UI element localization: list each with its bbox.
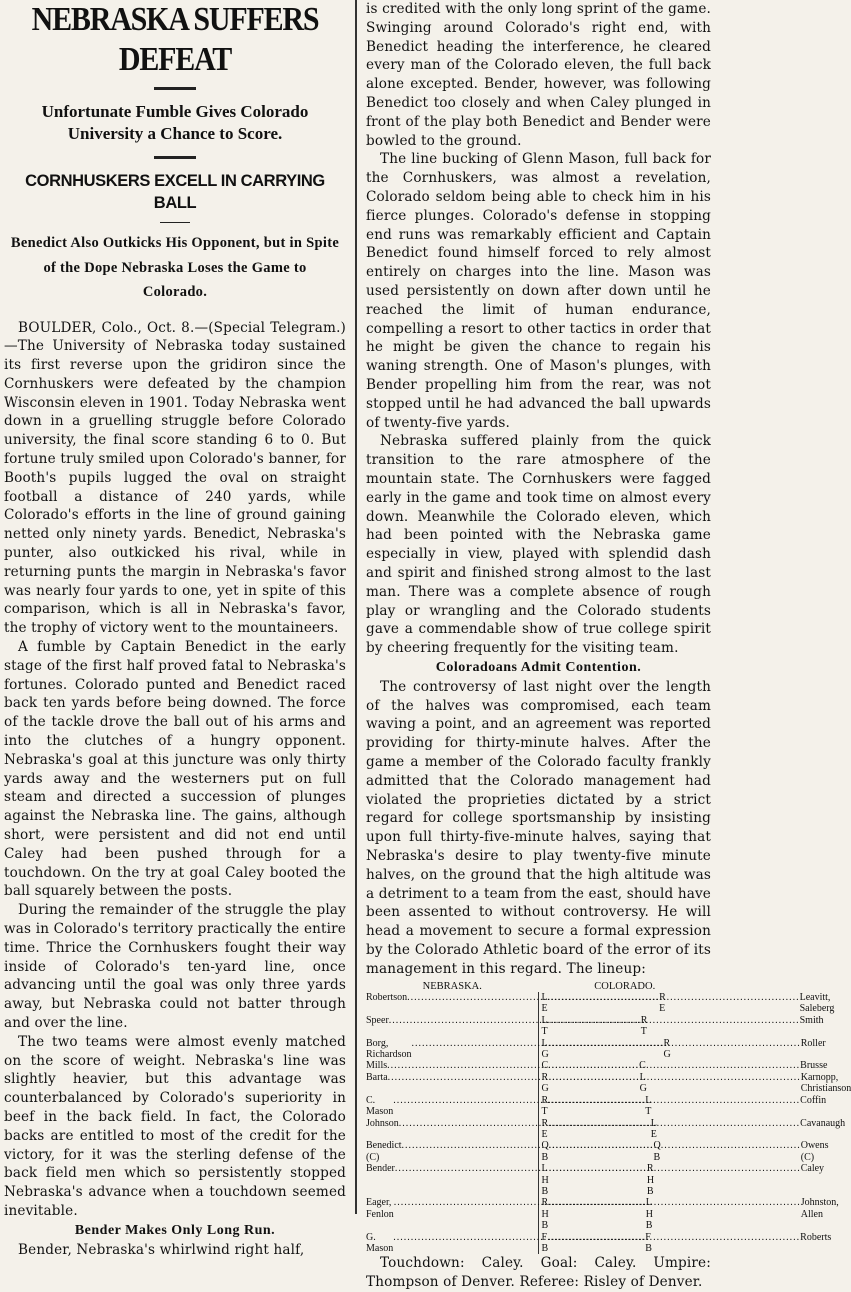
colorado-player: Johnston, Allen: [800, 1197, 839, 1220]
colorado-position: R T: [541, 1094, 549, 1118]
leader-dots: [548, 1118, 800, 1141]
paragraph: During the remainder of the struggle the play was in Colorado's territory practically the entire time. Thrice the Cornhuskers fought their way inside of Colorado's ten-yard line, once advancing until the goal was only three yards away, but Nebraska could not batter through and over the line.: [4, 902, 346, 1031]
nebraska-position: F B: [645, 1231, 652, 1254]
left-column: [0, 0, 352, 1258]
colorado-position: R H B: [541, 1197, 549, 1232]
nebraska-cell: [366, 1231, 652, 1255]
colorado-position: L H B: [541, 1163, 549, 1197]
lineup-row: [366, 1163, 825, 1197]
leader-dots: [548, 1060, 800, 1071]
lineup-row: [366, 992, 835, 1015]
colorado-player: Karnopp, Christianson: [800, 1071, 851, 1095]
colorado-position: F B: [541, 1231, 549, 1254]
leader-dots: [548, 1015, 800, 1038]
colorado-cell: [539, 992, 835, 1015]
right-column: [360, 0, 851, 1291]
leader-dots: [548, 992, 800, 1015]
paragraph: Nebraska suffered plainly from the quick transition to the rare atmosphere of the mountain state. The Cornhuskers were fagged early in the game and took time on almost every down. Meanwhile the Colorado eleven, which had been pointed with the Nebraska game especially in view, played with splendid dash and spirit and finished strong almost to the last man. There was a complete absence of rough play or wrangling and the Colorado students gave a commendable show of true college spirit by cheering frequently for the visiting team.: [366, 433, 711, 657]
leader-dots: [549, 1038, 801, 1061]
colorado-cell: [539, 1060, 828, 1072]
nebraska-position: R E: [659, 992, 666, 1015]
lineup-row: [366, 1037, 826, 1061]
nebraska-cell: [366, 1060, 646, 1072]
left-body: [4, 319, 346, 1260]
nebraska-position: L E: [650, 1117, 657, 1140]
column-rule: [355, 0, 357, 1214]
nebraska-player: Robertson: [366, 992, 408, 1004]
summary: Touchdown: Caley. Goal: Caley. Umpire: Thompson of Denver. Referee: Risley of Denver.: [366, 1255, 711, 1291]
leader-dots: [548, 1095, 800, 1118]
lineup-header: [366, 981, 711, 992]
colorado-position: L T: [541, 1014, 548, 1038]
deck-3: Benedict Also Outkicks His Opponent, but in Spite of the Dope Nebraska Loses the Game to Colorado.: [10, 235, 340, 300]
colorado-cell: [539, 1037, 826, 1061]
colorado-player: Leavitt, Saleberg: [799, 992, 835, 1015]
colorado-cell: [539, 1094, 827, 1118]
nebraska-position: R H B: [646, 1163, 655, 1197]
nebraska-player: C. Mason: [366, 1094, 394, 1118]
paragraph: is credited with the only long sprint of the game. Swinging around Colorado's right end, with Benedict heading the interference, he cleared every man of the Colorado eleven, the full back alone excepted. Bender, however, was following Benedict too closely and when Caley plunged in front of the play both Benedict and Bender were bowled to the ground.: [366, 1, 711, 149]
lineup-row: [366, 1071, 851, 1095]
nebraska-cell: [366, 1140, 661, 1163]
colorado-player: Cavanaugh: [800, 1117, 846, 1129]
colorado-cell: [539, 1014, 824, 1038]
nebraska-player: Johnson: [366, 1117, 399, 1129]
divider: [154, 87, 196, 90]
paragraph: BOULDER, Colo., Oct. 8.—(Special Telegram.)—The University of Nebraska today sustained its first reverse upon the gridiron since the Cornhuskers were defeated by the champion Wisconsin eleven in 1901. Today Nebraska went down in a gruelling struggle before Colorado university, the final score standing 6 to 0. But fortune truly smiled upon Colorado's banner, for Booth's pupils lugged the oval on straight football a distance of 240 yards, while Colorado's efforts in the line of ground gaining netted only ninety yards. Benedict, Nebraska's punter, also outkicked his rival, while in returning punts the margin in Nebraska's favor was nearly four yards to one, yet in spite of this comparison, which is all in Nebraska's favor, the trophy of victory went to the mountaineers.: [4, 319, 346, 637]
colorado-position: L E: [541, 992, 548, 1015]
lineup-rows: [366, 992, 851, 1254]
lineup-row: [366, 1231, 832, 1255]
leader-dots: [549, 1163, 801, 1197]
colorado-player: Caley: [800, 1163, 825, 1175]
colorado-player: Roller: [800, 1037, 826, 1049]
colorado-cell: [539, 1117, 846, 1141]
lineup-row: [366, 1014, 824, 1038]
lineup-table: [366, 980, 851, 1255]
nebraska-position: R T: [640, 1014, 648, 1038]
colorado-cell: [539, 1163, 825, 1197]
colorado-cell: [539, 1231, 832, 1255]
colorado-player: Smith: [799, 1014, 824, 1026]
deck-2: CORNHUSKERS EXCELL IN CARRYING BALL: [25, 172, 325, 212]
colorado-position: Q B: [541, 1140, 549, 1163]
colorado-player: Roberts: [800, 1231, 832, 1243]
colorado-player: Coffin: [800, 1094, 827, 1106]
nebraska-player: Barta: [366, 1071, 388, 1083]
nebraska-label: NEBRASKA.: [422, 980, 482, 992]
colorado-position: C: [541, 1060, 549, 1072]
paragraph: The line bucking of Glenn Mason, full back for the Cornhuskers, was almost a revelation, Colorado seldom being able to check him in his fierce plunges. Colorado's defense in stopping end runs was remarkably efficient and Captain Benedict found himself forced to rely almost entirely on charges into the line. Mason was used persistently on down after down until he reached the limit of human endurance, compelling a resort to other tactics in order that he might be given the chance to regain his waning strength. One of Mason's plunges, with Bender propelling him from the rear, was not stopped until he had advanced the ball upwards of twenty-five yards.: [366, 151, 711, 431]
divider: [154, 156, 196, 159]
leader-dots: [549, 1197, 801, 1231]
paragraph: The controversy of last night over the length of the halves was compromised, each team waving a point, and an agreement was reported providing for thirty-minute halves. After the game a member of the Colorado faculty frankly admitted that the Colorado management had violated the proprieties dictated by a strict regard for college sportsmanship by insisting upon full thirty-five-minute halves, saying that Nebraska's desire to play twenty-five minute halves, on the ground that the high altitude was a detriment to a team from the east, should have been assented to without controversy. He will head a movement to secure a formal expression by the Colorado Athletic board of the error of its management in this regard. The lineup:: [366, 678, 711, 977]
nebraska-player: Borg, Richardson: [366, 1037, 412, 1061]
subhead: Coloradoans Admit Contention.: [435, 659, 642, 675]
paragraph: Bender, Nebraska's whirlwind right half,: [18, 1241, 305, 1258]
nebraska-player: Speer: [366, 1014, 389, 1026]
subhead: Bender Makes Only Long Run.: [74, 1222, 276, 1238]
paragraph: A fumble by Captain Benedict in the early stage of the first half proved fatal to Nebraska's fortunes. Colorado punted and Benedict raced back ten yards before being downed. The force of the tackle drove the ball out of his arms and into the clutches of a hungry opponent. Nebraska's goal at this juncture was only thirty yards away and the westerners put on full steam and directed a succession of plunges against the Nebraska line. The gains, although short, were persistent and did not end until Caley had been pushed through for a touchdown. On the try at goal Caley booted the ball squarely between the posts.: [4, 639, 346, 900]
colorado-label: COLORADO.: [594, 980, 656, 992]
lineup-row: [366, 1117, 846, 1141]
divider: [160, 222, 190, 223]
lineup-row: [366, 1094, 827, 1118]
lineup-row: [366, 1197, 839, 1232]
nebraska-player: Eager, Fenlon: [366, 1197, 394, 1220]
nebraska-player: Benedict (C): [366, 1140, 402, 1163]
colorado-position: R G: [541, 1071, 549, 1095]
nebraska-player: G. Mason: [366, 1231, 394, 1254]
nebraska-position: L H B: [645, 1197, 654, 1232]
leader-dots: [549, 1140, 801, 1163]
nebraska-position: R G: [663, 1037, 671, 1061]
deck-1: Unfortunate Fumble Gives Colorado University a Chance to Score.: [41, 102, 309, 143]
nebraska-position: Q B: [653, 1140, 661, 1163]
leader-dots: [549, 1072, 801, 1095]
colorado-position: R E: [541, 1117, 549, 1140]
colorado-position: L G: [541, 1037, 549, 1061]
colorado-cell: [539, 1140, 829, 1163]
nebraska-player: Bender: [366, 1163, 395, 1175]
nebraska-player: Mills: [366, 1060, 388, 1072]
leader-dots: [548, 1232, 800, 1255]
headline: NEBRASKA SUFFERS DEFEAT: [31, 0, 319, 79]
colorado-player: Owens (C): [800, 1140, 829, 1163]
nebraska-position: L T: [645, 1094, 652, 1118]
paragraph: The two teams were almost evenly matched on the score of weight. Nebraska's line was slightly heavier, but this advantage was counterbalanced by Colorado's superiority in beef in the back field. In fact, the Colorado backs are entitled to most of the credit for the victory, for it was the sterling defense of the back field men which so persistently stopped Nebraska's advance when a touchdown seemed inevitable.: [4, 1033, 346, 1219]
colorado-cell: [539, 1197, 839, 1232]
nebraska-position: L G: [639, 1071, 647, 1095]
colorado-cell: [539, 1071, 851, 1095]
lineup-row: [366, 1060, 828, 1072]
nebraska-position: C: [639, 1060, 646, 1072]
colorado-player: Brusse: [800, 1060, 828, 1072]
lineup-row: [366, 1140, 829, 1163]
